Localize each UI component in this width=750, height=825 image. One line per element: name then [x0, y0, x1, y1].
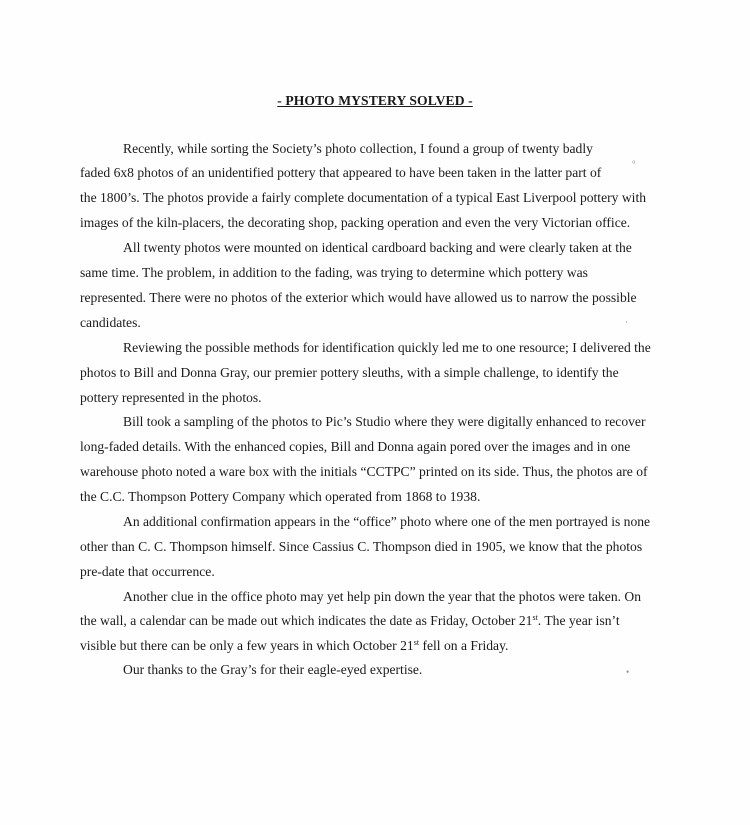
text-line	[80, 165, 601, 181]
text-line	[80, 390, 262, 406]
text-line-content: Recently, while sorting the Society’s photo collection, I found a group of twenty badly	[123, 141, 593, 156]
text-line	[80, 539, 642, 555]
text-line	[80, 439, 630, 455]
text-line	[80, 613, 620, 629]
text-line	[123, 240, 632, 256]
text-line-content: the C.C. Thompson Pottery Company which operated from 1868 to 1938.	[80, 489, 481, 504]
text-line-content: the wall, a calendar can be made out which indicates the date as Friday, October 21	[80, 613, 533, 628]
ordinal-suffix: st	[532, 613, 538, 622]
text-line-continuation: . The year isn’t	[537, 613, 620, 628]
text-line	[80, 265, 588, 281]
document-title: - PHOTO MYSTERY SOLVED -	[277, 93, 473, 108]
scan-speck: ·	[625, 317, 628, 327]
text-line	[80, 190, 646, 206]
text-line-content: the 1800’s. The photos provide a fairly complete documentation of a typical East Liverpool pottery with	[80, 190, 647, 205]
text-line-content: same time. The problem, in addition to the fading, was trying to determine which pottery was	[80, 265, 588, 280]
text-line	[80, 564, 215, 580]
text-line	[123, 414, 646, 430]
text-line	[123, 141, 593, 157]
text-line	[80, 315, 141, 331]
text-line-content: warehouse photo noted a ware box with the initials “CCTPC” printed on its side. Thus, the photos are of	[80, 464, 648, 479]
text-line	[80, 215, 630, 231]
text-line	[123, 589, 641, 605]
text-line	[80, 464, 648, 480]
scan-speck: •	[626, 667, 630, 677]
text-line-content: An additional confirmation appears in the “office” photo where one of the men portrayed is none	[123, 514, 651, 529]
text-line-content: represented. There were no photos of the exterior which would have allowed us to narrow the possible	[80, 290, 637, 305]
text-line-content: candidates.	[80, 315, 141, 330]
text-line-content: faded 6x8 photos of an unidentified pottery that appeared to have been taken in the latter part of	[80, 165, 602, 180]
text-line	[80, 638, 508, 654]
text-line-content: images of the kiln-placers, the decorating shop, packing operation and even the very Victorian office.	[80, 215, 631, 230]
text-line-continuation: fell on a Friday.	[419, 638, 509, 653]
text-line-content: long-faded details. With the enhanced copies, Bill and Donna again pored over the images and in one	[80, 439, 631, 454]
text-line	[123, 340, 651, 356]
text-line-content: photos to Bill and Donna Gray, our premier pottery sleuths, with a simple challenge, to identify the	[80, 365, 619, 380]
text-line	[123, 514, 650, 530]
scan-speck: °	[632, 159, 636, 169]
text-line-content: All twenty photos were mounted on identical cardboard backing and were clearly taken at the	[123, 240, 632, 255]
ordinal-suffix: st	[413, 638, 420, 647]
text-line	[80, 489, 480, 505]
text-line-content: Reviewing the possible methods for identification quickly led me to one resource; I delivered the	[123, 340, 651, 355]
text-line-content: pre-date that occurrence.	[80, 564, 215, 579]
text-line-content: visible but there can be only a few years in which October 21	[80, 638, 414, 653]
text-line-content: Another clue in the office photo may yet help pin down the year that the photos were taken. On	[123, 589, 642, 604]
text-line	[80, 290, 637, 306]
text-line-content: Our thanks to the Gray’s for their eagle-eyed expertise.	[123, 662, 423, 677]
text-line	[80, 365, 619, 381]
text-line-content: other than C. C. Thompson himself. Since Cassius C. Thompson died in 1905, we know that the photos	[80, 539, 643, 554]
text-line	[123, 662, 422, 678]
text-line-content: pottery represented in the photos.	[80, 390, 262, 405]
text-line-content: Bill took a sampling of the photos to Pic’s Studio where they were digitally enhanced to recover	[123, 414, 646, 429]
